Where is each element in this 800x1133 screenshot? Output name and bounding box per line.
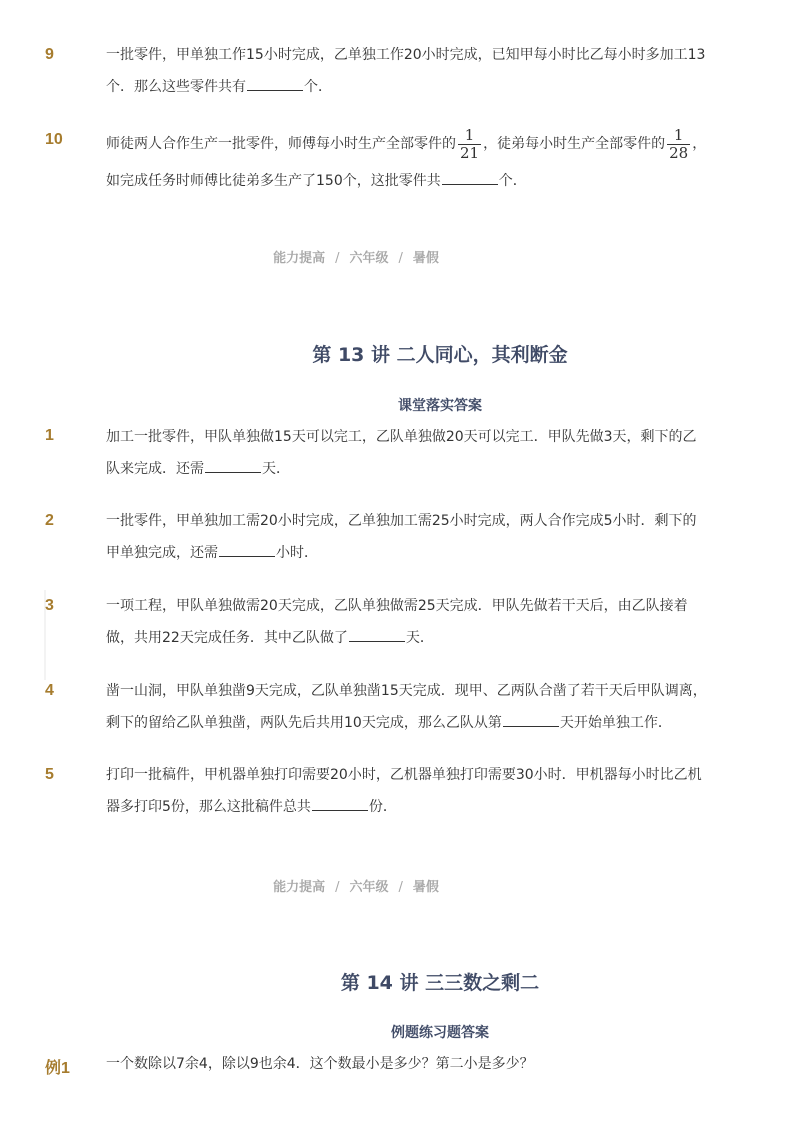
- answer-blank[interactable]: [442, 170, 498, 185]
- problem-line: 打印一批稿件，甲机器单独打印需要20小时，乙机器单独打印需要30小时．甲机器每小时比乙机: [106, 767, 702, 783]
- problem-text: [106, 675, 716, 739]
- answer-blank[interactable]: [247, 76, 303, 91]
- problem-number: 3: [45, 597, 54, 614]
- problem-line: 剩下的留给乙队单独凿，两队先后共用10天完成，那么乙队从第 天开始单独工作．: [106, 707, 716, 739]
- section-subtitle: 例题练习题答案: [391, 1025, 489, 1041]
- answer-blank[interactable]: [349, 627, 405, 642]
- problem-text: [106, 123, 716, 197]
- problem-line: 队来完成．还需 天．: [106, 453, 716, 485]
- problem-line: 凿一山洞，甲队单独凿9天完成，乙队单独凿15天完成．现甲、乙两队合凿了若干天后甲队调离，: [106, 683, 707, 699]
- lesson-title: 第 14 讲 三三数之剩二: [340, 972, 540, 994]
- problem-text: [106, 590, 716, 654]
- problem-number: 4: [45, 682, 54, 699]
- problem-line: 个．那么这些零件共有 个．: [106, 71, 716, 103]
- lesson-title: 第 13 讲 二人同心，其利断金: [312, 344, 568, 366]
- problem-line: 一项工程，甲队单独做需20天完成，乙队单独做需25天完成．甲队先做若干天后，由乙队接着: [106, 598, 688, 614]
- problem-text: [106, 505, 716, 569]
- problem-number: 9: [45, 46, 54, 63]
- problem-text: [106, 39, 716, 103]
- problem-line: 一批零件，甲单独加工需20小时完成，乙单独加工需25小时完成，两人合作完成5小时．剩下的: [106, 513, 697, 529]
- page-footer: 能力提高 / 六年级 / 暑假: [273, 251, 439, 266]
- problem-number: 5: [45, 766, 54, 783]
- problem-line: 加工一批零件，甲队单独做15天可以完工，乙队单独做20天可以完工．甲队先做3天，剩下的乙: [106, 429, 697, 445]
- problem-line: 师徒两人合作生产一批零件，师傅每小时生产全部零件的 $\frac{1}{21}$ ，徒弟每小时生产全部零件的 $\frac{1}{28}$ ，: [106, 125, 707, 162]
- section-subtitle: 课堂落实答案: [398, 398, 482, 414]
- problem-number: 10: [45, 131, 63, 148]
- problem-line: 做，共用22天完成任务．其中乙队做了 天．: [106, 622, 716, 654]
- problem-line: 甲单独完成，还需 小时．: [106, 537, 716, 569]
- problem-line: 器多打印5份，那么这批稿件总共 份．: [106, 791, 716, 823]
- problem-line: 一批零件，甲单独工作15小时完成，乙单独工作20小时完成，已知甲每小时比乙每小时多加工13: [106, 47, 706, 63]
- answer-blank[interactable]: [219, 542, 275, 557]
- fraction: $\frac{1}{28}$: [669, 125, 689, 162]
- problem-text: [106, 759, 716, 823]
- problem-number: 1: [45, 427, 54, 444]
- answer-blank[interactable]: [205, 458, 261, 473]
- problem-text: [106, 1048, 716, 1080]
- fraction: $\frac{1}{21}$: [460, 125, 480, 162]
- problem-number: 2: [45, 512, 54, 529]
- page-footer: 能力提高 / 六年级 / 暑假: [273, 880, 439, 895]
- answer-blank[interactable]: [503, 712, 559, 727]
- problem-text: [106, 421, 716, 485]
- answer-blank[interactable]: [312, 796, 368, 811]
- problem-line: 一个数除以7余4，除以9也余4．这个数最小是多少？第二小是多少？: [106, 1056, 534, 1072]
- problem-line: 如完成任务时师傅比徒弟多生产了150个，这批零件共 个．: [106, 165, 716, 197]
- example-number: 例1: [45, 1060, 70, 1077]
